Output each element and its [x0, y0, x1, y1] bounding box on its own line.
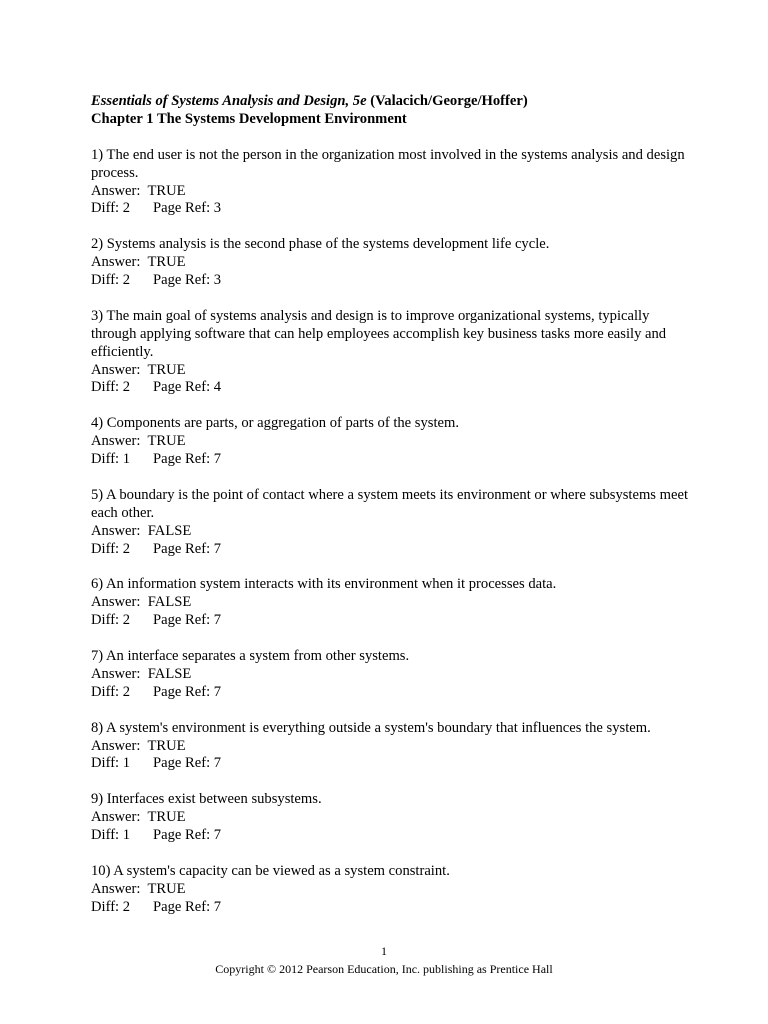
difficulty-label: Diff: 1 — [91, 451, 131, 468]
answer-line: Answer: TRUE — [91, 182, 186, 199]
question-item — [91, 648, 691, 702]
page-reference: Page Ref: 3 — [153, 272, 222, 289]
difficulty-line — [91, 451, 691, 469]
difficulty-line — [91, 899, 691, 917]
difficulty-label: Diff: 2 — [91, 200, 131, 217]
difficulty-line — [91, 684, 691, 702]
difficulty-label: Diff: 2 — [91, 540, 131, 557]
question-text: 9) Interfaces exist between subsystems. — [91, 791, 322, 808]
page-reference: Page Ref: 7 — [153, 683, 222, 700]
difficulty-line — [91, 272, 691, 290]
answer-line: Answer: TRUE — [91, 809, 186, 826]
question-text: 3) The main goal of systems analysis and design is to improve organizational systems, typically through applying software that can help employees accomplish key business tasks more easily and efficiently. — [91, 307, 667, 360]
answer-line: Answer: TRUE — [91, 433, 186, 450]
question-text: 1) The end user is not the person in the organization most involved in the systems analysis and design process. — [91, 146, 685, 181]
page-content — [91, 93, 691, 934]
chapter-title: Chapter 1 The Systems Development Environment — [91, 110, 407, 127]
book-authors: (Valacich/George/Hoffer) — [366, 93, 528, 109]
page-reference: Page Ref: 7 — [153, 612, 222, 629]
difficulty-label: Diff: 1 — [91, 755, 131, 772]
page-number: 1 — [381, 944, 387, 958]
page-reference: Page Ref: 3 — [153, 200, 222, 217]
question-text: 8) A system's environment is everything outside a system's boundary that influences the system. — [91, 719, 651, 736]
difficulty-line — [91, 827, 691, 845]
question-item — [91, 415, 691, 469]
page-reference: Page Ref: 7 — [153, 827, 222, 844]
book-title: Essentials of Systems Analysis and Design, 5e — [91, 93, 367, 109]
difficulty-label: Diff: 2 — [91, 683, 131, 700]
difficulty-line — [91, 541, 691, 559]
book-header — [91, 93, 691, 111]
answer-line: Answer: TRUE — [91, 361, 186, 378]
question-text: 7) An interface separates a system from other systems. — [91, 647, 410, 664]
page-reference: Page Ref: 7 — [153, 540, 222, 557]
answer-line: Answer: TRUE — [91, 737, 186, 754]
answer-line: Answer: FALSE — [91, 522, 192, 539]
difficulty-line — [91, 200, 691, 218]
question-item — [91, 236, 691, 290]
answer-line: Answer: FALSE — [91, 665, 192, 682]
question-text: 5) A boundary is the point of contact where a system meets its environment or where subsystems meet each other. — [91, 486, 688, 521]
difficulty-line — [91, 755, 691, 773]
difficulty-label: Diff: 2 — [91, 612, 131, 629]
question-text: 6) An information system interacts with its environment when it processes data. — [91, 576, 557, 593]
question-text: 10) A system's capacity can be viewed as a system constraint. — [91, 862, 450, 879]
difficulty-line — [91, 379, 691, 397]
copyright-notice: Copyright © 2012 Pearson Education, Inc. publishing as Prentice Hall — [215, 962, 553, 976]
page-reference: Page Ref: 7 — [153, 755, 222, 772]
difficulty-label: Diff: 1 — [91, 827, 131, 844]
question-item — [91, 863, 691, 917]
page-reference: Page Ref: 7 — [153, 898, 222, 915]
question-text: 2) Systems analysis is the second phase of the systems development life cycle. — [91, 236, 550, 253]
question-item — [91, 147, 691, 219]
difficulty-label: Diff: 2 — [91, 379, 131, 396]
question-item — [91, 720, 691, 774]
answer-line: Answer: FALSE — [91, 594, 192, 611]
question-text: 4) Components are parts, or aggregation of parts of the system. — [91, 415, 459, 432]
page-reference: Page Ref: 4 — [153, 379, 222, 396]
question-item — [91, 791, 691, 845]
difficulty-label: Diff: 2 — [91, 272, 131, 289]
difficulty-label: Diff: 2 — [91, 898, 131, 915]
question-item — [91, 576, 691, 630]
question-item — [91, 308, 691, 398]
question-list — [91, 147, 691, 917]
page-reference: Page Ref: 7 — [153, 451, 222, 468]
question-item — [91, 487, 691, 559]
difficulty-line — [91, 612, 691, 630]
answer-line: Answer: TRUE — [91, 254, 186, 271]
answer-line: Answer: TRUE — [91, 880, 186, 897]
